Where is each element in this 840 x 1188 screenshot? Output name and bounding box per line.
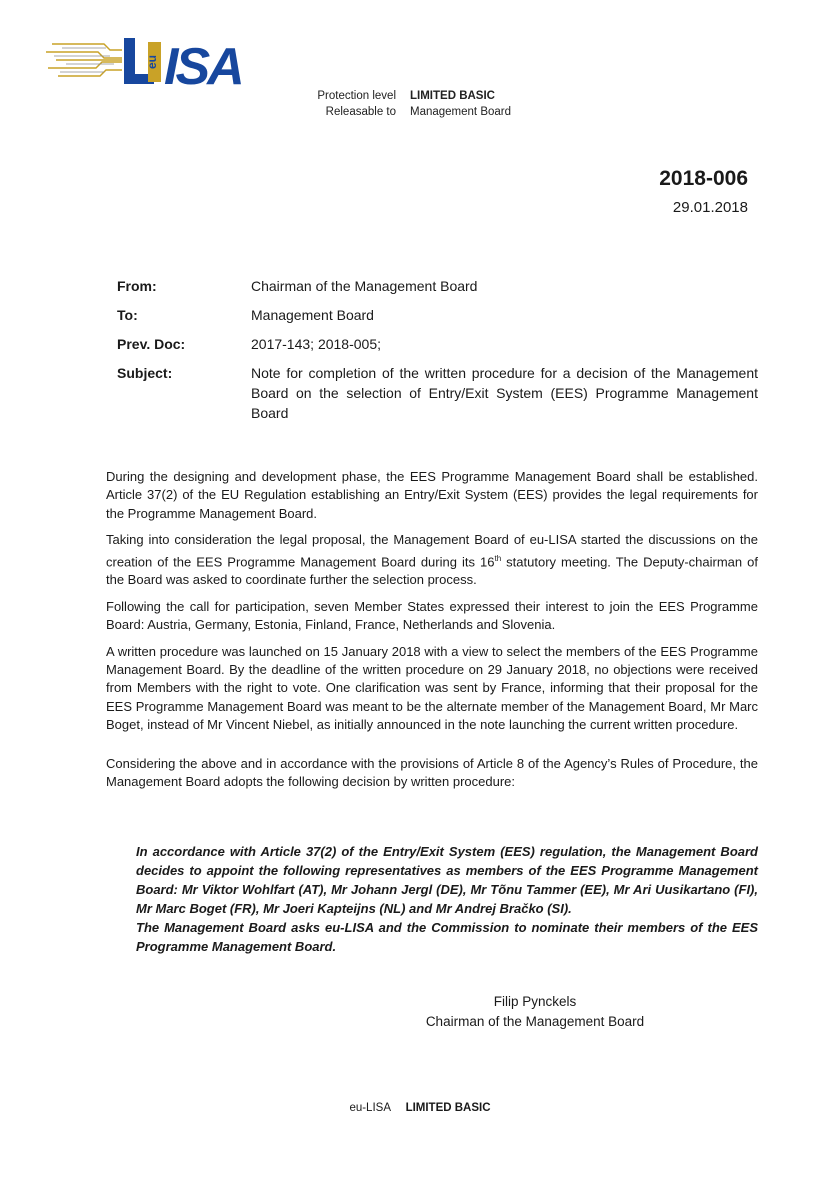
- footer-org: eu-LISA: [349, 1102, 391, 1114]
- paragraph-4: A written procedure was launched on 15 January 2018 with a view to select the members of the EES Programme Management Board. By the deadline of the written procedure on 29 January 2018, no objections were received from Members with the right to vote. One clarification was sent by France, informing that their proposal for the EES Programme Management Board was meant to be the alternate member of the Management Board, Mr Marc Boget, instead of Mr Vincent Niebel, as initially announced in the note launching the current written procedure.: [106, 643, 758, 733]
- document-number: 2018-006: [659, 167, 748, 190]
- page-footer: [300, 1102, 540, 1114]
- releasable-to-label: Releasable to: [325, 106, 396, 118]
- prev-doc-label: Prev. Doc:: [117, 336, 186, 352]
- classification-block: [300, 88, 511, 120]
- eu-lisa-logo: [44, 34, 264, 88]
- protection-level-label: Protection level: [317, 90, 396, 102]
- from-label: From:: [117, 278, 157, 294]
- document-date: 29.01.2018: [672, 199, 748, 216]
- from-value: Chairman of the Management Board: [251, 278, 478, 294]
- signatory-name: Filip Pynckels: [493, 994, 577, 1009]
- paragraph-5: Considering the above and in accordance with the provisions of Article 8 of the Agency’s Rules of Procedure, the Management Board adopts the following decision by written procedure:: [106, 755, 758, 790]
- paragraph-3: Following the call for participation, seven Member States expressed their interest to join the EES Programme Board: Austria, Germany, Estonia, Finland, France, Netherlands and Slovenia.: [106, 598, 758, 633]
- decision-paragraph-2: The Management Board asks eu-LISA and the Commission to nominate their members of the EES Programme Management Board.: [136, 920, 758, 954]
- signature-block: [400, 992, 670, 1032]
- decision-paragraph-1: In accordance with Article 37(2) of the Entry/Exit System (EES) regulation, the Management Board decides to appoint the following representatives as members of the EES Programme Management Board: Mr Viktor Wohlfart (AT), Mr Johann Jergl (DE), Mr Tõnu Tammer (EE), Mr Ari Uusikartano (FI), Mr Marc Boget (FR), Mr Joeri Kapteijns (NL) and Mr Andrej Bračko (SI).: [136, 844, 758, 916]
- subject-label: Subject:: [117, 365, 173, 381]
- decision-text: [136, 842, 758, 956]
- protection-level-value: LIMITED BASIC: [410, 90, 495, 102]
- to-value: Management Board: [251, 307, 374, 323]
- prev-doc-value: 2017-143; 2018-005;: [251, 336, 381, 352]
- body-text: [106, 468, 758, 799]
- paragraph-1: During the designing and development phase, the EES Programme Management Board shall be established. Article 37(2) of the EU Regulation establishing an Entry/Exit System (EES) provides the legal requirements for the Programme Management Board.: [106, 469, 758, 521]
- signatory-title: Chairman of the Management Board: [425, 1014, 645, 1029]
- memo-header: [117, 276, 758, 432]
- svg-text:eu: eu: [145, 54, 159, 70]
- releasable-to-value: Management Board: [410, 106, 512, 118]
- subject-value: Note for completion of the written procedure for a decision of the Management Board on the selection of Entry/Exit System (EES) Programme Management Board: [251, 365, 758, 421]
- to-label: To:: [117, 307, 138, 323]
- document-reference: [659, 166, 748, 218]
- svg-text:ISA: ISA: [164, 38, 242, 88]
- paragraph-2: Taking into consideration the legal proposal, the Management Board of eu-LISA started the discussions on the creation of the EES Programme Management Board during its 16th statutory meeting. The Deputy-chairman of the Board was asked to coordinate further the selection process.: [106, 532, 758, 588]
- footer-level: LIMITED BASIC: [405, 1102, 491, 1114]
